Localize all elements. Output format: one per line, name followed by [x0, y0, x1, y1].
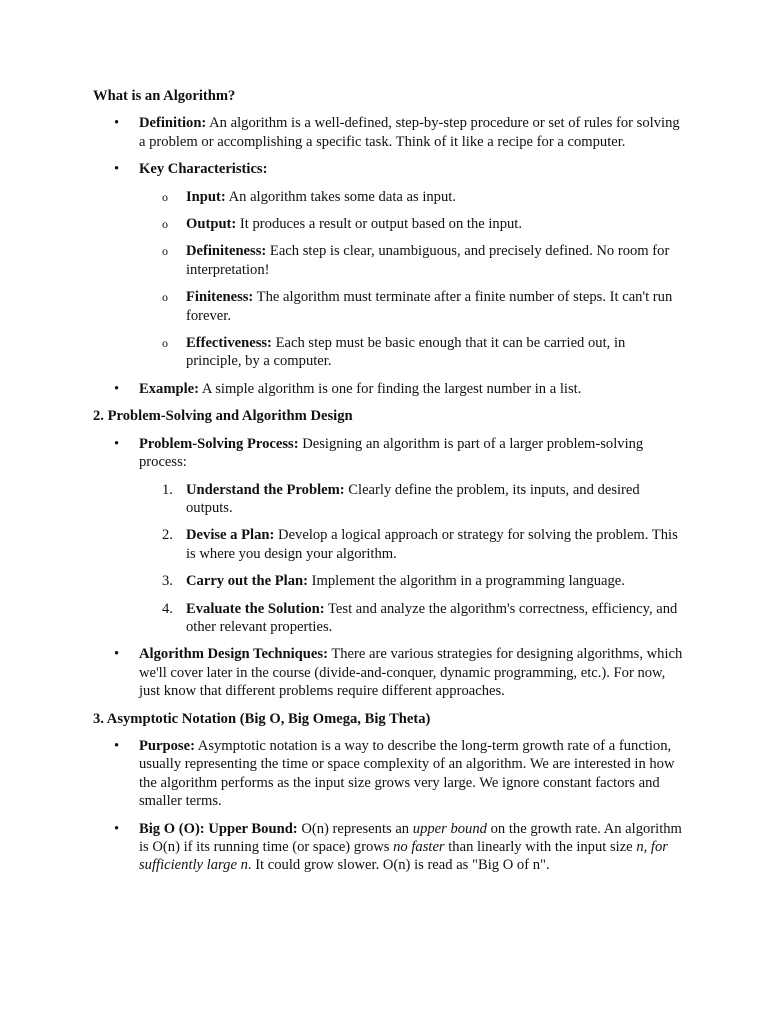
emphasis-text: upper bound: [412, 820, 487, 837]
item-text: An algorithm takes some data as input.: [225, 188, 456, 205]
section-heading-what-is-algorithm: What is an Algorithm?: [93, 88, 236, 104]
sublist-item-finiteness: [93, 288, 683, 325]
item-text: . It could grow slower. O(n) is read as "Big O of n".: [247, 857, 550, 874]
item-label: Input:: [186, 188, 226, 205]
item-label: Problem-Solving Process:: [139, 435, 299, 452]
item-label: Evaluate the Solution:: [186, 600, 325, 617]
step-number: 2.: [162, 527, 173, 544]
process-steps-list: [93, 481, 683, 637]
item-label: Devise a Plan:: [186, 527, 275, 544]
item-text: Each step is clear, unambiguous, and precisely defined. No room for interpretation!: [186, 243, 670, 278]
item-label: Algorithm Design Techniques:: [139, 646, 328, 663]
step-number: 3.: [162, 573, 173, 590]
item-text: There are various strategies for designing algorithms, which we'll cover later in the course (divide-and-conquer, dynamic programming, etc.). For now, just know that different problems require different approaches.: [139, 646, 683, 700]
item-label: Output:: [186, 216, 237, 233]
item-label: Finiteness:: [186, 289, 254, 306]
emphasis-text: no faster: [393, 839, 445, 855]
step-item-evaluate: [93, 600, 683, 637]
item-text: Clearly define the problem, its inputs, and desired outputs.: [186, 481, 640, 516]
bullet-marker: •: [114, 820, 120, 837]
list-item-key-characteristics: [93, 160, 683, 178]
sublist-item-definiteness: [93, 242, 683, 279]
list-item-big-o: [93, 820, 683, 875]
item-label: Purpose:: [139, 737, 195, 754]
item-text: It produces a result or output based on the input.: [236, 216, 523, 233]
item-text: Each step must be basic enough that it can be carried out, in principle, by a computer.: [186, 335, 626, 370]
item-label: Key Characteristics:: [139, 161, 268, 178]
bullet-marker: •: [114, 646, 120, 663]
document-page: [93, 87, 683, 884]
emphasis-text: n, for sufficiently large n: [139, 839, 668, 874]
item-label: Definition:: [139, 115, 207, 132]
circle-marker: o: [162, 290, 168, 305]
item-text: The algorithm must terminate after a finite number of steps. It can't run forever.: [186, 289, 673, 324]
item-text: Develop a logical approach or strategy for solving the problem. This is where you design your algorithm.: [186, 527, 678, 562]
circle-marker: o: [162, 244, 168, 259]
list-item-problem-solving-process: [93, 435, 683, 472]
list-item-purpose: [93, 737, 683, 811]
item-label: Example:: [139, 380, 199, 397]
item-text: An algorithm is a well-defined, step-by-step procedure or set of rules for solving a problem or accomplishing a specific task. Think of it like a recipe for a computer.: [139, 115, 680, 150]
bullet-marker: •: [114, 161, 120, 178]
item-label: Definiteness:: [186, 243, 267, 260]
list-item-example: [93, 380, 683, 398]
item-text: O(n) represents an: [297, 820, 413, 837]
step-item-devise: [93, 526, 683, 563]
circle-marker: o: [162, 336, 168, 351]
step-number: 4.: [162, 600, 173, 617]
item-label: Understand the Problem:: [186, 481, 345, 498]
bullet-marker: •: [114, 115, 120, 132]
item-text: Asymptotic notation is a way to describe the long-term growth rate of a function, usually representing the time or space complexity of an algorithm. We are interested in how the algorithm performs as the input size grows very large. We ignore constant factors and smaller terms.: [139, 737, 675, 810]
sublist-item-effectiveness: [93, 334, 683, 371]
bullet-marker: •: [114, 737, 120, 754]
item-label: Carry out the Plan:: [186, 573, 309, 590]
sublist-item-input: [93, 188, 683, 206]
item-text: Designing an algorithm is part of a larger problem-solving process:: [139, 435, 644, 471]
circle-marker: o: [162, 189, 168, 204]
step-number: 1.: [162, 481, 173, 498]
item-text: on the growth rate. An algorithm is O(n) if its running time (or space) grows: [139, 820, 682, 855]
step-item-carry-out: [93, 572, 683, 590]
item-text: than linearly with the input size: [444, 839, 637, 855]
circle-marker: o: [162, 217, 168, 232]
characteristics-sublist: [93, 188, 683, 371]
list-item-design-techniques: [93, 645, 683, 700]
item-label: Big O (O): Upper Bound:: [139, 820, 298, 837]
bullet-marker: •: [114, 380, 120, 397]
sublist-item-output: [93, 215, 683, 233]
item-text: Test and analyze the algorithm's correctness, efficiency, and other relevant properties.: [186, 600, 678, 635]
section-heading-problem-solving: 2. Problem-Solving and Algorithm Design: [93, 408, 353, 425]
item-text: A simple algorithm is one for finding the largest number in a list.: [199, 380, 582, 397]
item-text: Implement the algorithm in a programming language.: [308, 573, 625, 590]
section-heading-asymptotic-notation: 3. Asymptotic Notation (Big O, Big Omega, Big Theta): [93, 710, 431, 727]
bullet-marker: •: [114, 435, 120, 452]
step-item-understand: [93, 481, 683, 518]
list-item-definition: [93, 114, 683, 151]
item-label: Effectiveness:: [186, 335, 272, 352]
